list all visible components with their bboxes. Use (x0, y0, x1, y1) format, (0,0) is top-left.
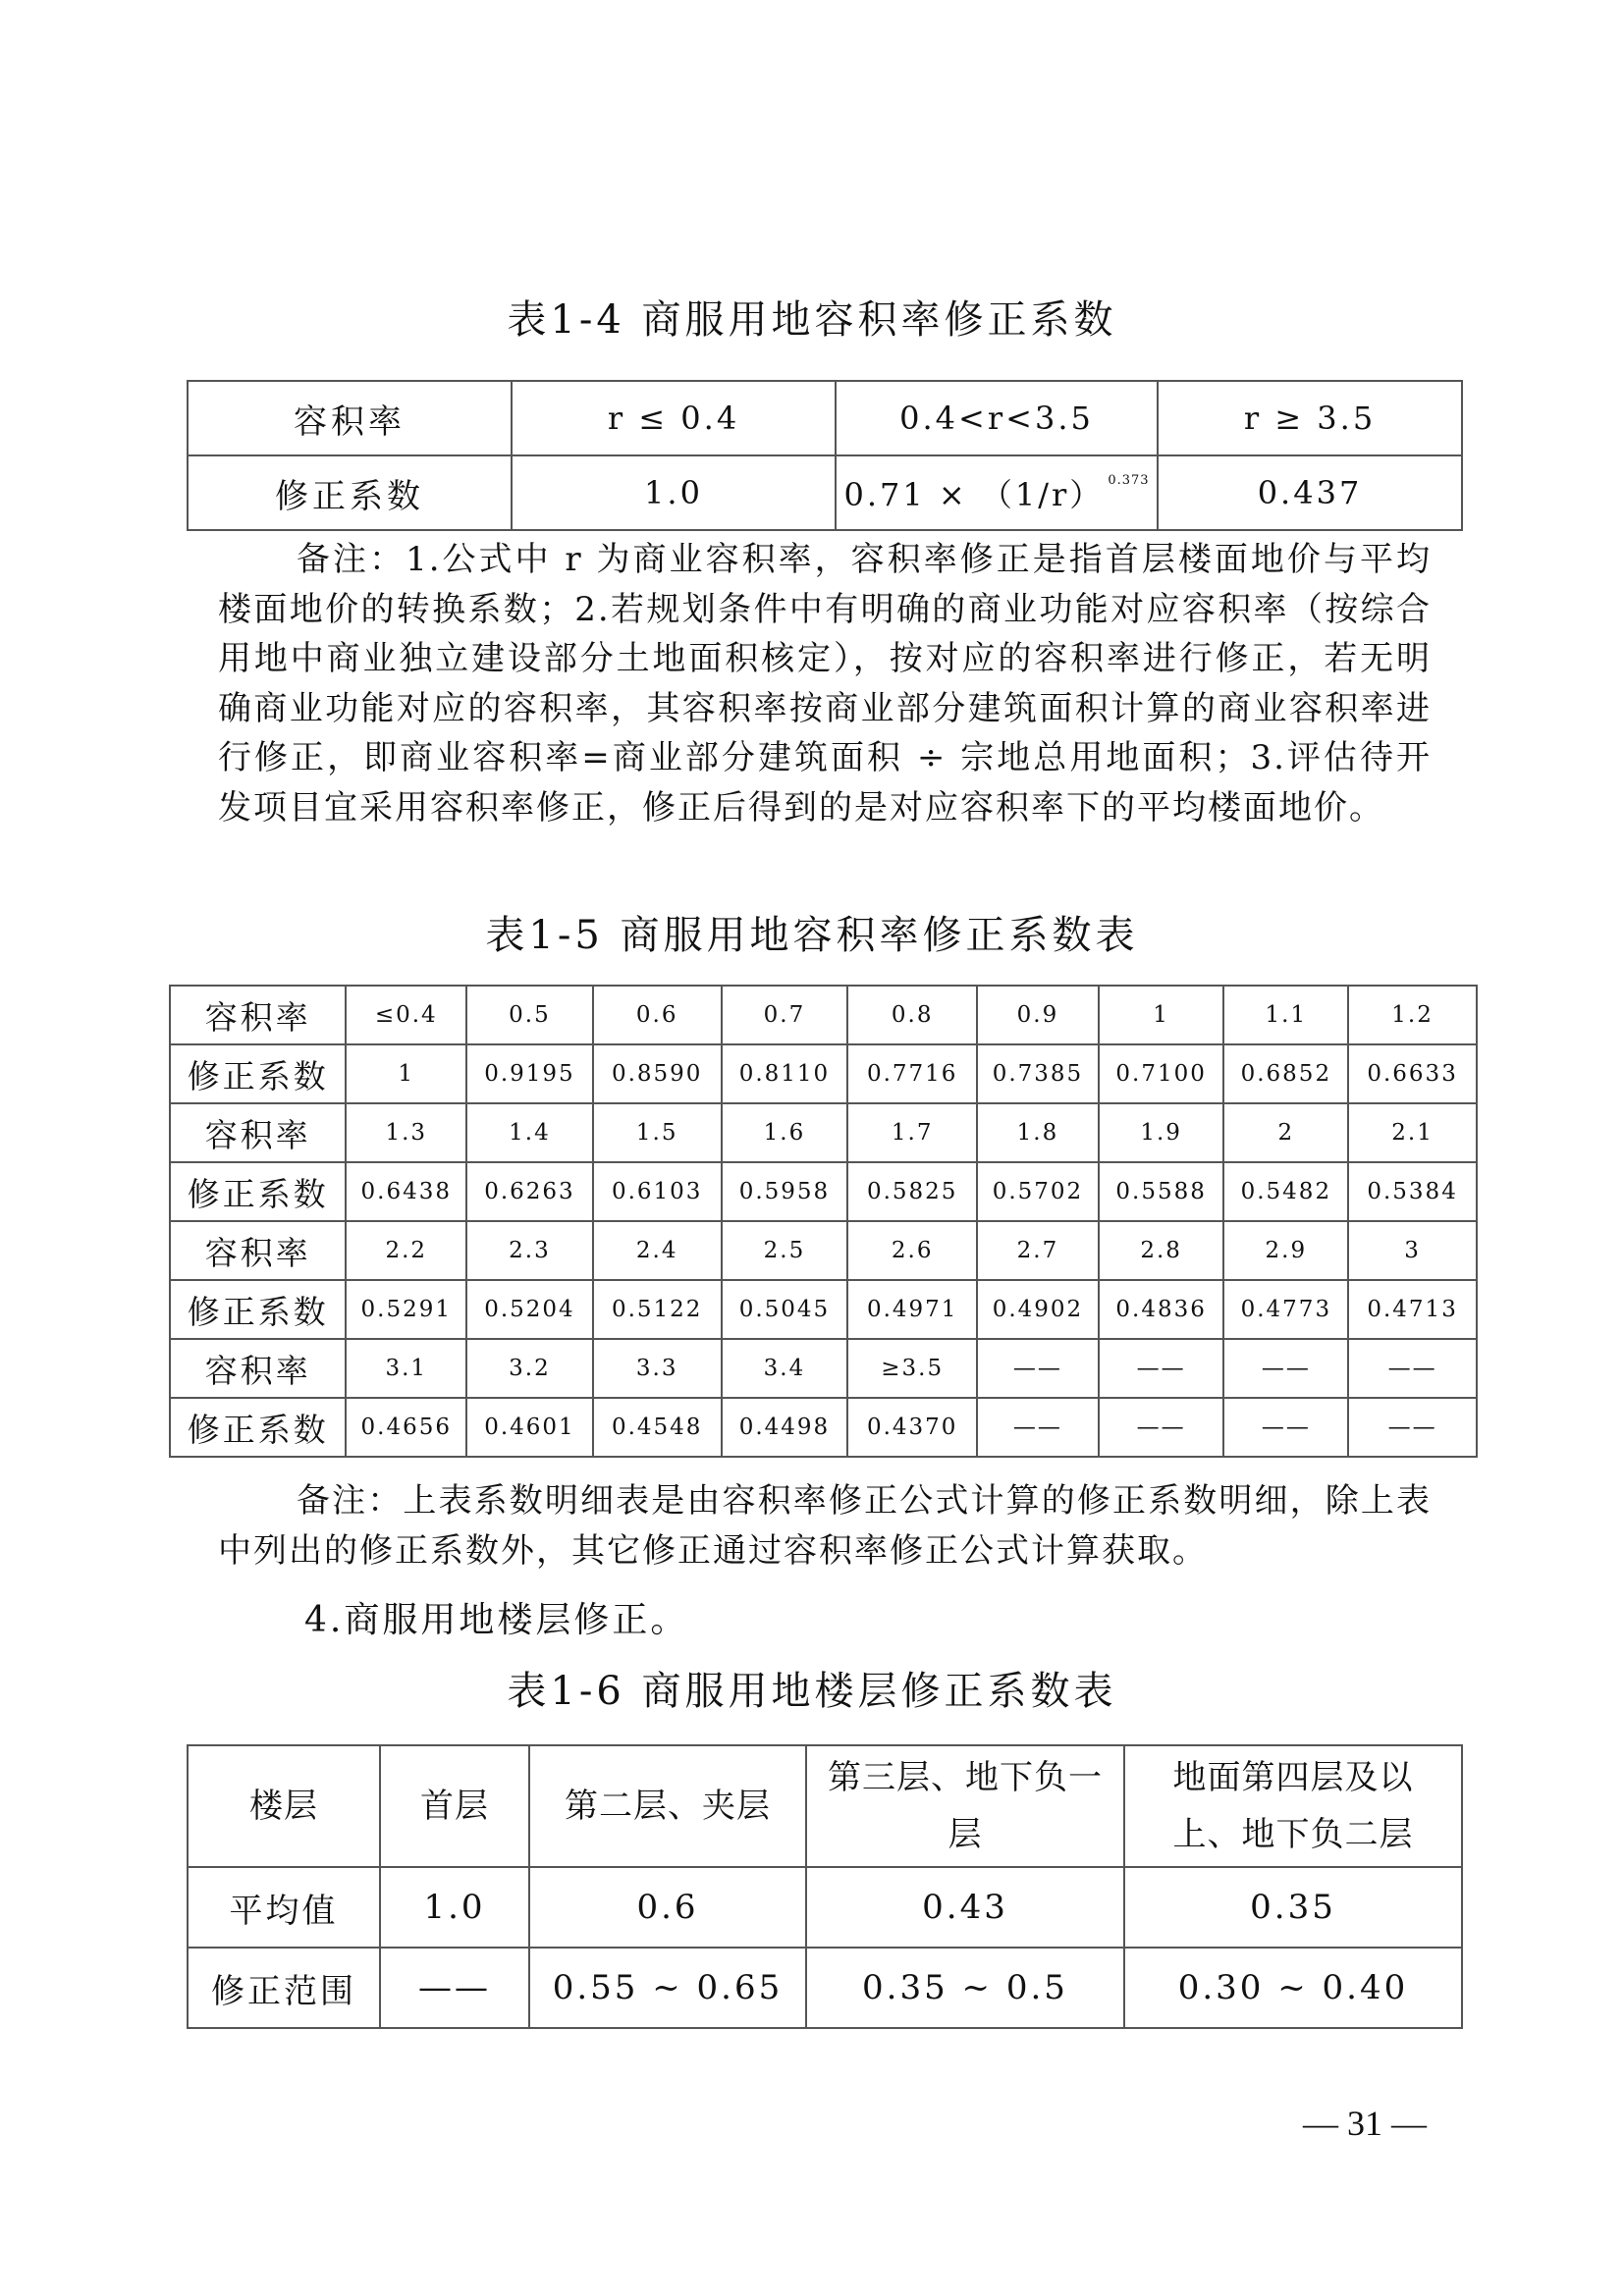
table-cell: —— (1099, 1339, 1224, 1398)
table-1-5-title: 表1-5 商服用地容积率修正系数表 (485, 913, 1139, 958)
table-1-6 (187, 1744, 1463, 2029)
table-row (188, 455, 1462, 530)
table-header-cell: 首层 (380, 1745, 529, 1867)
table-cell: 0.5825 (847, 1162, 977, 1221)
table-cell: 1.7 (847, 1103, 977, 1162)
table-cell: 0.437 (1158, 455, 1462, 530)
table-cell: 0.4548 (593, 1398, 722, 1457)
table-cell: 0.5204 (466, 1280, 593, 1339)
table-cell: —— (1099, 1398, 1224, 1457)
table-cell: 0.8 (847, 986, 977, 1044)
table-cell: 0.5045 (722, 1280, 848, 1339)
table-cell: 1.6 (722, 1103, 848, 1162)
table-row (170, 1398, 1477, 1457)
table-cell: 1.8 (977, 1103, 1099, 1162)
table-cell: 0.5122 (593, 1280, 722, 1339)
table-row (170, 1221, 1477, 1280)
table-cell: 0.5384 (1348, 1162, 1477, 1221)
row-label-cell: 修正系数 (170, 1398, 346, 1457)
table-header-row (188, 1745, 1462, 1867)
formula-cell (836, 455, 1158, 530)
table-cell: 2.4 (593, 1221, 722, 1280)
table-cell: 0.5702 (977, 1162, 1099, 1221)
table-cell: 0.5 (466, 986, 593, 1044)
row-label-cell: 修正系数 (170, 1280, 346, 1339)
table-cell: 0.4601 (466, 1398, 593, 1457)
table-cell: 1.2 (1348, 986, 1477, 1044)
table-cell: —— (1348, 1398, 1477, 1457)
table-cell: 0.6438 (346, 1162, 466, 1221)
table-cell: 0.6 (529, 1867, 806, 1948)
table-cell: 3.1 (346, 1339, 466, 1398)
table-cell: 3.2 (466, 1339, 593, 1398)
table-1-4-title: 表1-4 商服用地容积率修正系数 (507, 297, 1117, 343)
table-row (170, 986, 1477, 1044)
table-cell: 0.4971 (847, 1280, 977, 1339)
table-row (188, 381, 1462, 455)
table-cell: 1 (1099, 986, 1224, 1044)
table-cell: —— (977, 1398, 1099, 1457)
table-cell: 3.3 (593, 1339, 722, 1398)
table-cell: 1.0 (512, 455, 836, 530)
table-cell: 0.7 (722, 986, 848, 1044)
table-cell: 0.43 (806, 1867, 1124, 1948)
table-cell: 0.6 (593, 986, 722, 1044)
table-cell: 修正范围 (188, 1948, 380, 2028)
table-cell: 0.4773 (1223, 1280, 1348, 1339)
table-cell: 2.8 (1099, 1221, 1224, 1280)
table-cell: 0.7716 (847, 1044, 977, 1103)
table-cell: 0.4498 (722, 1398, 848, 1457)
table-row (170, 1339, 1477, 1398)
table-cell: —— (380, 1948, 529, 2028)
table-cell: 0.4902 (977, 1280, 1099, 1339)
table-cell: 0.4656 (346, 1398, 466, 1457)
table-cell: —— (1223, 1398, 1348, 1457)
table-cell: 0.7385 (977, 1044, 1099, 1103)
table-cell: 0.4836 (1099, 1280, 1224, 1339)
table-cell: 2.9 (1223, 1221, 1348, 1280)
table-cell: 0.35 (1124, 1867, 1462, 1948)
table-1-4-note: 备注：1.公式中 r 为商业容积率，容积率修正是指首层楼面地价与平均楼面地价的转换系数；2.若规划条件中有明确的商业功能对应容积率（按综合用地中商业独立建设部分土地面积核定），按对应的容积率进行修正，若无明确商业功能对应的容积率，其容积率按商业部分建筑面积计算的商业容积率进行修正，即商业容积率=商业部分建筑面积 ÷ 宗地总用地面积；3.评估待开发项目宜采用容积率修正，修正后得到的是对应容积率下的平均楼面地价。 (218, 540, 1432, 828)
table-1-5 (169, 985, 1478, 1458)
row-label-cell: 修正系数 (170, 1044, 346, 1103)
table-1-5-note: 备注：上表系数明细表是由容积率修正公式计算的修正系数明细，除上表中列出的修正系数外，其它修正通过容积率修正公式计算获取。 (218, 1481, 1432, 1571)
table-cell: 0.4713 (1348, 1280, 1477, 1339)
table-cell: 1.0 (380, 1867, 529, 1948)
table-header-cell: 容积率 (188, 381, 512, 455)
table-cell: 0.6103 (593, 1162, 722, 1221)
section-heading: 4.商服用地楼层修正。 (304, 1600, 689, 1640)
table-row (188, 1948, 1462, 2028)
table-cell: 1 (346, 1044, 466, 1103)
table-cell: 0.5482 (1223, 1162, 1348, 1221)
table-cell: 0.5958 (722, 1162, 848, 1221)
table-cell: 3 (1348, 1221, 1477, 1280)
table-cell: —— (1223, 1339, 1348, 1398)
table-cell: 修正系数 (188, 455, 512, 530)
table-cell: —— (977, 1339, 1099, 1398)
table-cell: 0.6263 (466, 1162, 593, 1221)
formula-base: 0.71 × （1/r） (843, 476, 1105, 513)
table-cell: 2.1 (1348, 1103, 1477, 1162)
table-cell: 2.3 (466, 1221, 593, 1280)
table-header-cell: 地面第四层及以上、地下负二层 (1124, 1745, 1462, 1867)
table-cell: —— (1348, 1339, 1477, 1398)
row-label-cell: 容积率 (170, 986, 346, 1044)
table-cell: 0.35 ~ 0.5 (806, 1948, 1124, 2028)
table-header-cell: r ≤ 0.4 (512, 381, 836, 455)
table-cell: 2 (1223, 1103, 1348, 1162)
table-cell: 1.9 (1099, 1103, 1224, 1162)
page-number: — 31 — (1303, 2104, 1427, 2143)
table-cell: 0.6633 (1348, 1044, 1477, 1103)
table-cell: ≤0.4 (346, 986, 466, 1044)
table-cell: 0.55 ~ 0.65 (529, 1948, 806, 2028)
table-cell: 2.7 (977, 1221, 1099, 1280)
table-cell: 0.30 ~ 0.40 (1124, 1948, 1462, 2028)
table-header-cell: 0.4<r<3.5 (836, 381, 1158, 455)
table-cell: 1.3 (346, 1103, 466, 1162)
table-cell: 1.5 (593, 1103, 722, 1162)
table-cell: ≥3.5 (847, 1339, 977, 1398)
table-cell: 0.7100 (1099, 1044, 1224, 1103)
table-cell: 0.4370 (847, 1398, 977, 1457)
row-label-cell: 容积率 (170, 1103, 346, 1162)
table-cell: 0.9 (977, 986, 1099, 1044)
table-cell: 0.5588 (1099, 1162, 1224, 1221)
table-cell: 0.8110 (722, 1044, 848, 1103)
table-cell: 2.6 (847, 1221, 977, 1280)
table-cell: 3.4 (722, 1339, 848, 1398)
table-header-cell: 第二层、夹层 (529, 1745, 806, 1867)
table-row (170, 1103, 1477, 1162)
row-label-cell: 容积率 (170, 1339, 346, 1398)
row-label-cell: 容积率 (170, 1221, 346, 1280)
table-cell: 0.6852 (1223, 1044, 1348, 1103)
table-cell: 2.2 (346, 1221, 466, 1280)
formula-exponent: 0.373 (1108, 473, 1150, 488)
table-row (170, 1162, 1477, 1221)
table-row (170, 1044, 1477, 1103)
table-header-cell: r ≥ 3.5 (1158, 381, 1462, 455)
table-row (170, 1280, 1477, 1339)
table-cell: 0.5291 (346, 1280, 466, 1339)
table-cell: 平均值 (188, 1867, 380, 1948)
table-cell: 1.4 (466, 1103, 593, 1162)
table-1-6-title: 表1-6 商服用地楼层修正系数表 (507, 1669, 1117, 1714)
table-header-cell: 楼层 (188, 1745, 380, 1867)
table-cell: 1.1 (1223, 986, 1348, 1044)
table-header-cell: 第三层、地下负一层 (806, 1745, 1124, 1867)
table-1-4 (187, 380, 1463, 531)
table-cell: 2.5 (722, 1221, 848, 1280)
row-label-cell: 修正系数 (170, 1162, 346, 1221)
table-cell: 0.8590 (593, 1044, 722, 1103)
table-row (188, 1867, 1462, 1948)
table-cell: 0.9195 (466, 1044, 593, 1103)
